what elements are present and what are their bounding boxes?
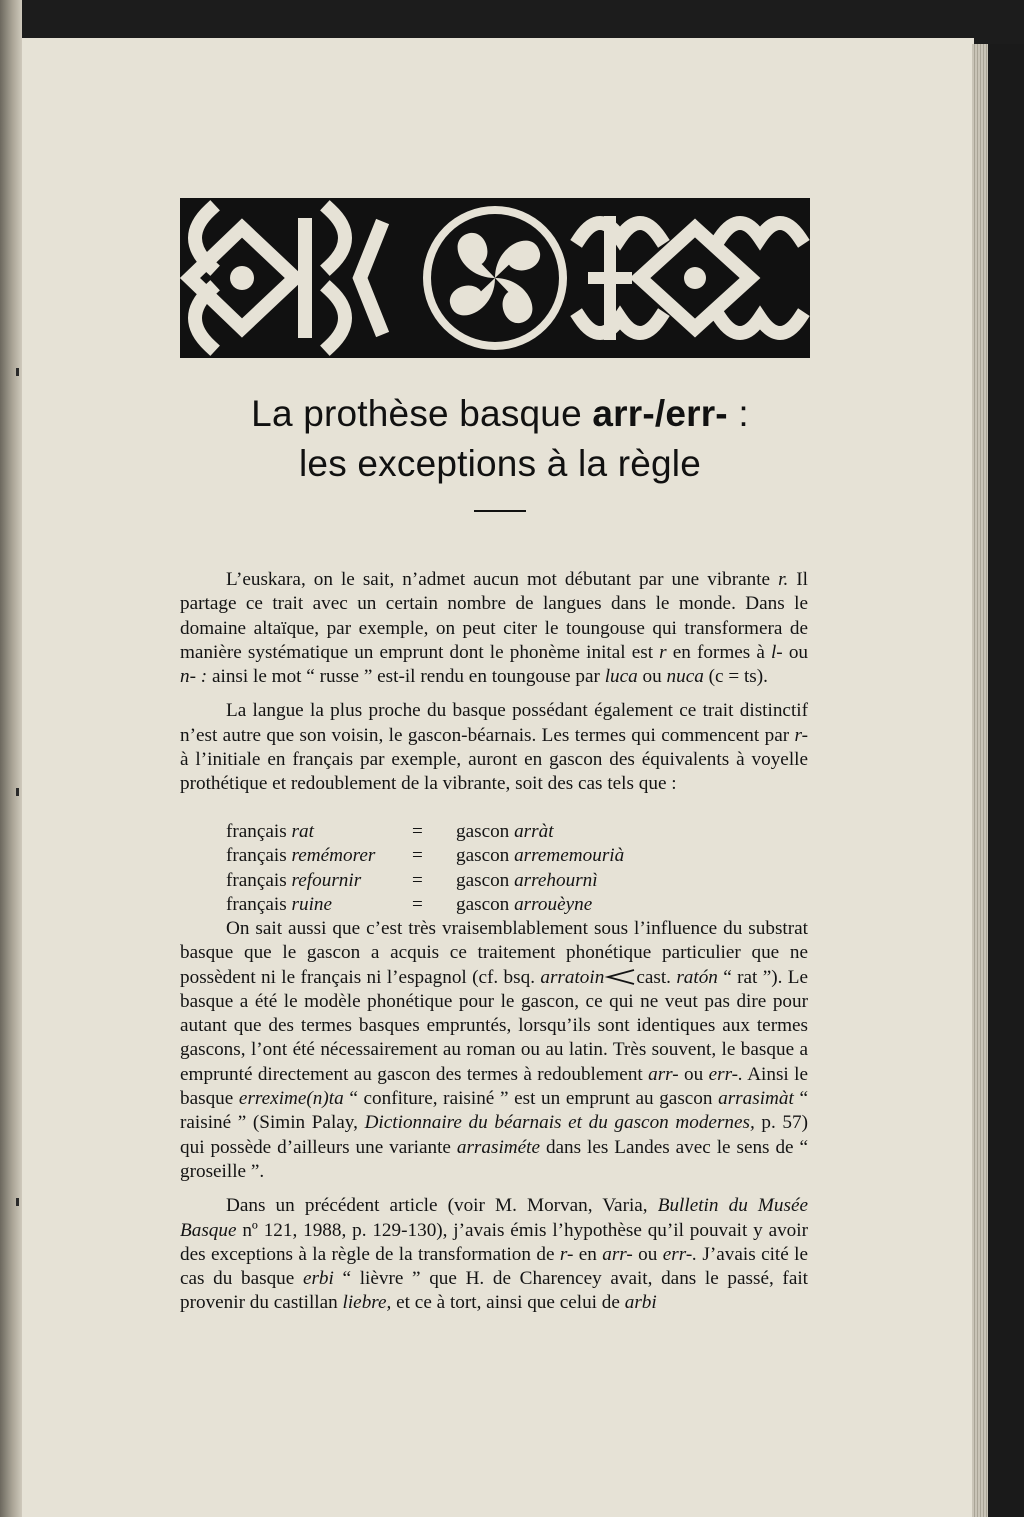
text-run: p. 57) qui possède d’ailleurs une variante [180,1112,809,1158]
title-divider [474,510,526,512]
example-french: français refournir [226,869,362,891]
title-line-1 [160,392,840,436]
text-run: La langue la plus proche du basque possédant également ce trait distinctif n’est autre que son voisin, le gascon-béarnais. Les termes qui commencent par [180,700,808,746]
italic-term: err-. [662,1243,698,1265]
text-run: ainsi le mot “ russe ” est-il rendu en toungouse par [207,666,605,688]
italic-term: Dictionnaire du béarnais et du gascon modernes, [364,1112,755,1134]
example-french: français remémorer [226,845,376,867]
italic-term: arr- [648,1063,679,1085]
italic-term: err-. [708,1063,743,1085]
title-suffix: : [727,393,749,434]
italic-term: l- [770,641,783,663]
example-gascon: gascon arràt [456,821,554,842]
title-bold-prefix: arr-/err- [592,393,728,434]
italic-term: arratoin [540,966,605,988]
example-gascon: gascon arrehournì [456,869,598,891]
paragraph [180,1194,808,1315]
example-gascon: gascon arrememourià [456,845,625,867]
paragraph [180,699,808,796]
derivation-arrow-icon [604,968,636,986]
example-french: français ruine [226,893,333,915]
equals-sign: = [412,845,423,867]
italic-term: arrasimàt [718,1088,794,1110]
text-run: nº 121, 1988, p. 129-130), j’avais émis l’hypothèse qu’il pouvait y avoir des exceptions à la règle de la transformation de [180,1219,808,1265]
text-run: J’avais cité le cas du basque [180,1243,808,1290]
italic-term: ratón [676,966,718,988]
italic-term: arr- [602,1243,633,1265]
background-dark [988,44,1024,1517]
italic-term: arbi [624,1292,657,1314]
text-run: L’euskara, on le sait, n’admet aucun mot débutant par une vibrante [226,569,779,590]
text-run: cast. [636,966,677,988]
italic-term: errexime(n)ta [238,1088,344,1110]
text-run: en formes à [666,641,771,663]
italic-term: n- : [180,666,208,688]
page-left-edge [0,0,22,1517]
margin-mark [16,788,19,796]
italic-term: r [659,641,667,663]
text-run: ou [678,1063,709,1085]
paragraph [180,568,808,689]
text-run: ou [637,666,667,688]
text-run: Dans un précédent article (voir M. Morvan, Varia, [226,1195,658,1217]
title-prefix: La prothèse basque [251,393,593,434]
example-row [226,820,626,844]
equals-sign: = [412,893,423,915]
text-run: ou [782,641,809,663]
paragraph [180,917,808,1184]
text-run: en [573,1243,603,1265]
body-part-2 [180,917,808,1316]
text-run: On sait aussi que c’est très vraisemblablement sous l’influence du substrat basque que le gascon a acquis ce traitement phonétique particulier que ne possèdent ni le français ni l’espagnol (cf. bsq. [180,918,808,988]
text-run: à l’initiale en français par exemple, auront en gascon des équivalents à voyelle prothétique et redoublement de la vibrante, soit des cas tels que : [180,749,808,795]
equals-sign: = [412,821,423,842]
text-run: Ainsi le basque [180,1063,808,1110]
italic-term: luca [604,666,638,688]
title-line-2: les exceptions à la règle [299,443,701,484]
italic-term: nuca [666,666,704,688]
margin-mark [16,1198,19,1206]
text-run: “ raisiné ” (Simin Palay, [180,1088,808,1134]
italic-term: arrasiméte [456,1136,541,1158]
example-row [226,893,626,917]
italic-term: liebre, [342,1292,392,1314]
example-row [226,869,626,893]
examples-table [226,820,626,917]
text-run: dans les Landes avec le sens de “ groseille ”. [180,1136,809,1182]
example-gascon: gascon arrouèyne [456,893,593,915]
basque-ornament-banner [180,198,810,358]
text-run: “ lièvre ” que H. de Charencey avait, dans le passé, fait provenir du castillan [180,1268,809,1314]
text-run: (c = ts). [703,666,768,688]
text-run: et ce à tort, ainsi que celui de [391,1292,625,1314]
text-run: “ confiture, raisiné ” est un emprunt au gascon [343,1088,719,1110]
example-row [226,844,626,868]
body-part-1 [180,568,808,797]
italic-term: r- [559,1243,574,1265]
italic-term: Bulletin du Musée Basque [180,1195,808,1241]
italic-term: erbi [302,1268,334,1290]
margin-mark [16,368,19,376]
italic-term: r. [778,569,789,590]
italic-term: r- [794,724,808,746]
page-stack-edge [972,44,988,1517]
text-run: ou [632,1243,663,1265]
text-run: Il partage ce trait avec un certain nombre de langues dans le monde. Dans le domaine altaïque, par exemple, on peut citer le toungouse qui transformera de manière systématique un emprunt dont le phonème inital est [180,569,808,663]
example-french: français rat [226,821,314,842]
text-run: “ rat ”). Le basque a été le modèle phonétique pour le gascon, ce qui ne veut pas dire pour autant que des termes basques empruntés, lorsqu’ils sont identiques aux termes gascons, l’ont été nécessairement au roman ou au latin. Très souvent, le basque a emprunté directement au gascon des termes à redoublement [180,966,808,1085]
equals-sign: = [412,869,423,891]
